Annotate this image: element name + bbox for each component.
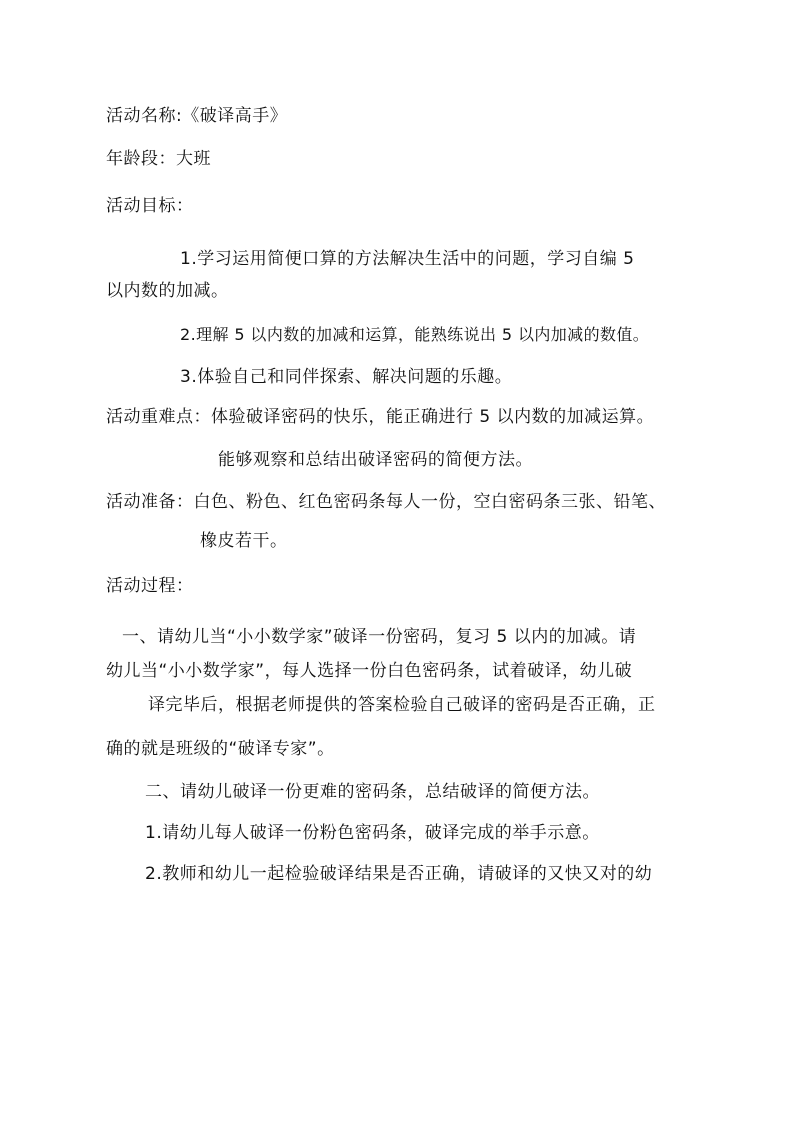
step-1-line-1: 一、请幼儿当“小小数学家”破译一份密码，复习 5 以内的加减。请 (122, 627, 637, 647)
key-points-line-1: 活动重难点：体验破译密码的快乐，能正确进行 5 以内数的加减运算。 (106, 407, 655, 427)
goal-1-line-1: 1.学习运用简便口算的方法解决生活中的问题，学习自编 5 (180, 249, 635, 269)
step-1-line-3: 译完毕后，根据老师提供的答案检验自己破译的密码是否正确，正 (148, 695, 656, 715)
step-1-line-4: 确的就是班级的“破译专家”。 (106, 739, 335, 759)
age-group: 年龄段：大班 (106, 149, 211, 169)
goals-heading: 活动目标： (106, 196, 194, 216)
step-1-line-2: 幼儿当“小小数学家”，每人选择一份白色密码条，试着破译，幼儿破 (106, 661, 633, 681)
step-2-heading: 二、请幼儿破译一份更难的密码条，总结破译的简便方法。 (145, 782, 600, 802)
step-2-item-2: 2.教师和幼儿一起检验破译结果是否正确，请破译的又快又对的幼 (145, 864, 653, 884)
process-heading: 活动过程： (106, 576, 194, 596)
goal-3: 3.体验自己和同伴探索、解决问题的乐趣。 (180, 367, 513, 387)
goal-2: 2.理解 5 以内数的加减和运算，能熟练说出 5 以内加减的数值。 (180, 325, 650, 344)
preparation-line-2: 橡皮若干。 (200, 531, 288, 551)
preparation-line-1: 活动准备：白色、粉色、红色密码条每人一份，空白密码条三张、铅笔、 (106, 492, 666, 512)
step-2-item-1: 1.请幼儿每人破译一份粉色密码条，破译完成的举手示意。 (145, 823, 600, 843)
key-points-line-2: 能够观察和总结出破译密码的简便方法。 (218, 450, 533, 470)
goal-1-line-2: 以内数的加减。 (106, 281, 229, 301)
activity-name: 活动名称:《破译高手》 (106, 106, 288, 126)
